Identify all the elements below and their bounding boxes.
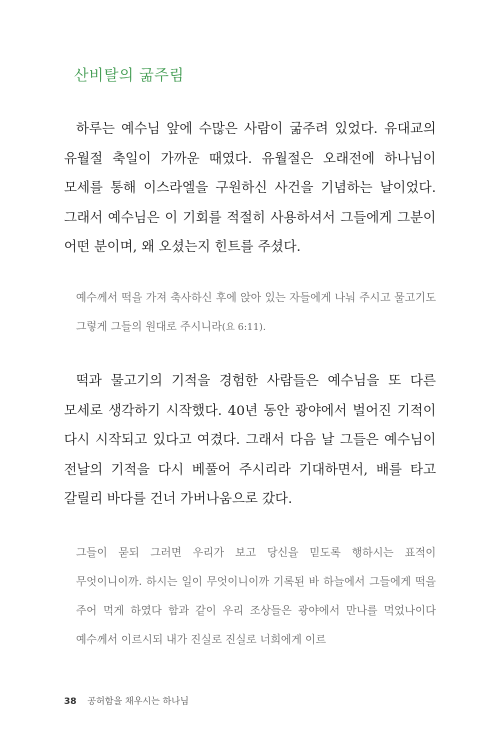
page-number: 38 [64, 697, 77, 707]
scripture-quote-2 [76, 538, 436, 650]
scripture-reference: (요 6:11). [221, 322, 266, 333]
running-title: 공허함을 채우시는 하나님 [87, 697, 189, 707]
scripture-quote-2-text: 그들이 묻되 그러면 우리가 보고 당신을 믿도록 행하시는 표적이 무엇이니이까. 하시는 일이 무엇이니이까 기록된 바 하늘에서 그들에게 떡을 주어 먹게 하였다 함과 같이 우리 조상들은 광야에서 만나를 먹었나이다 예수께서 이르시되 내가 진실로 진실로 너희에게 이르 [76, 546, 436, 646]
page-footer [64, 694, 189, 707]
scripture-quote-1-text: 예수께서 떡을 가져 축사하신 후에 앉아 있는 자들에게 나눠 주시고 물고기도 그렇게 그들의 원대로 주시니라 [76, 291, 436, 333]
body-paragraph-2: 떡과 물고기의 기적을 경험한 사람들은 예수님을 또 다른 모세로 생각하기 시작했다. 40년 동안 광야에서 벌어진 기적이 다시 시작되고 있다고 여겼다. 그래서 다음 날 그들은 예수님이 전날의 기적을 다시 베풀어 주시리라 기대하면서, 배를 타고 갈릴리 바다를 건너 가버나움으로 갔다. [64, 374, 436, 507]
section-title: 산비탈의 굶주림 [74, 66, 185, 84]
body-paragraph-1: 하루는 예수님 앞에 수많은 사람이 굶주려 있었다. 유대교의 유월절 축일이 가까운 때였다. 유월절은 오래전에 하나님이 모세를 통해 이스라엘을 구원하신 사건을 기념하는 날이었다. 그래서 예수님은 이 기회를 적절히 사용하셔서 그들에게 그분이 어떤 분이며, 왜 오셨는지 힌트를 주셨다. [64, 122, 436, 255]
scripture-quote-1 [76, 283, 436, 342]
